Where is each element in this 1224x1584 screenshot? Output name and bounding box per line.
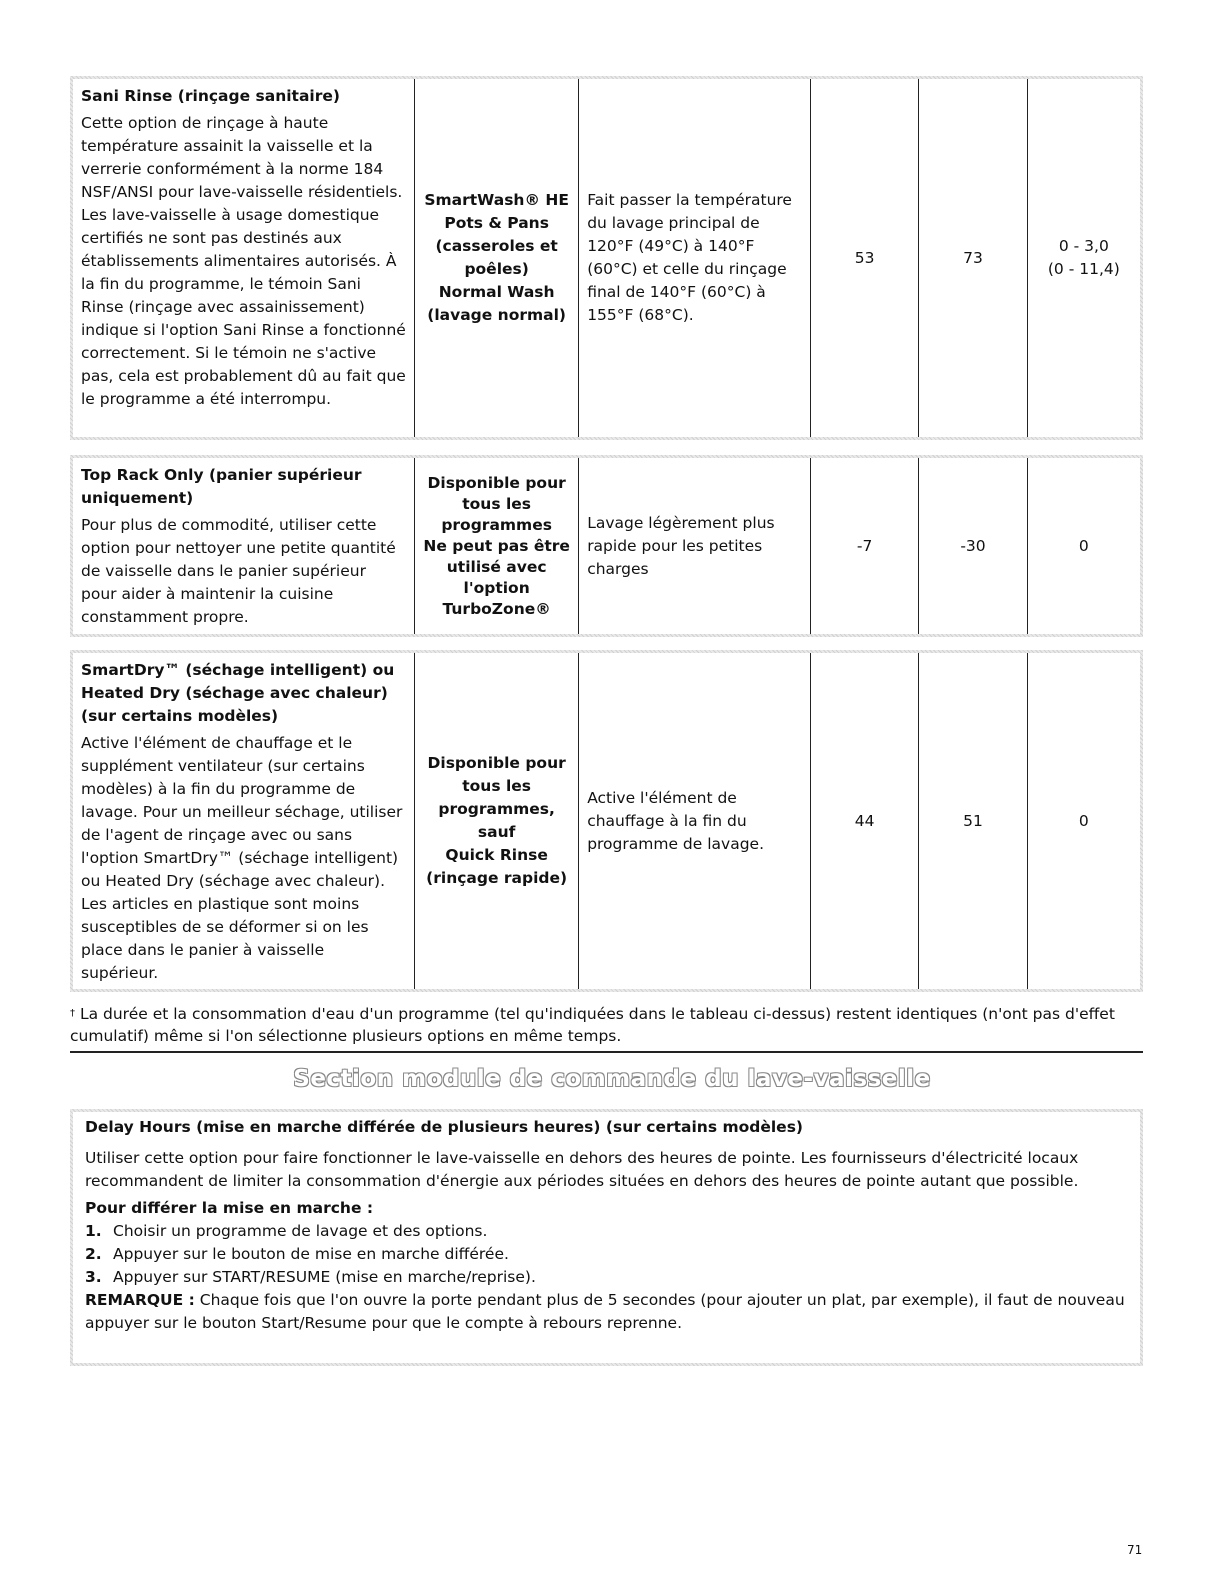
footnote-mark: †	[70, 1008, 75, 1019]
option-time: -7	[856, 536, 873, 555]
page-number: 71	[1127, 1543, 1143, 1557]
cycle-line: tous les	[462, 777, 532, 795]
footnote-text: La durée et la consommation d'eau d'un programme (tel qu'indiquées dans le tableau ci-dessus) restent identiques (n'ont pas d'effet cumulatif) même si l'on sélectionne plusieurs options en même temps.	[70, 1005, 1115, 1045]
section-divider	[70, 1051, 1143, 1053]
option-description-cell	[73, 79, 415, 437]
option-title: Top Rack Only (panier supérieur uniquement)	[81, 466, 362, 507]
option-time2: -30	[960, 536, 986, 555]
option-description: Cette option de rinçage à haute température assainit la vaisselle et la verrerie conformément à la norme 184 NSF/ANSI pour lave-vaisselle résidentiels. Les lave-vaisselle à usage domestique certifiés ne sont pas destinés aux établissements alimentaires autorisés. À la fin du programme, le témoin Sani Rinse (rinçage avec assainissement) indique si l'option Sani Rinse a fonctionné correctement. Si le témoin ne s'active pas, cela est probablement dû au fait que le programme a été interrompu.	[81, 114, 406, 408]
option-time: 53	[854, 248, 875, 267]
cycle-line: poêles)	[464, 260, 529, 278]
option-time-cell	[811, 458, 919, 634]
option-effect: Fait passer la température du lavage principal de 120°F (49°C) à 140°F (60°C) et celle du rinçage final de 140°F (60°C) à 155°F (68°C).	[587, 191, 792, 324]
option-time-cell	[811, 653, 919, 989]
cycle-line: TurboZone®	[442, 599, 551, 618]
option-time2: 73	[963, 248, 983, 267]
step-item	[85, 1243, 1128, 1266]
option-time: 44	[854, 811, 875, 830]
option-water: 0	[1078, 536, 1089, 555]
option-time2-cell	[919, 79, 1027, 437]
step-item	[85, 1220, 1128, 1243]
cycle-line: (lavage normal)	[427, 306, 567, 324]
option-row-smartdry	[70, 650, 1143, 992]
option-effect: Active l'élément de chauffage à la fin du programme de lavage.	[587, 788, 764, 853]
option-cycles-cell	[415, 653, 579, 989]
delay-hours-title: Delay Hours (mise en marche différée de plusieurs heures) (sur certains modèles)	[85, 1118, 804, 1136]
cycle-line: l'option	[463, 578, 530, 597]
cycle-line: Disponible pour	[427, 754, 566, 772]
note-label: REMARQUE :	[85, 1291, 195, 1309]
option-water: (0 - 11,4)	[1047, 260, 1120, 278]
delay-hours-note	[85, 1289, 1128, 1335]
option-effect-cell	[579, 458, 811, 634]
option-title: Sani Rinse (rinçage sanitaire)	[81, 87, 340, 105]
option-water: 0 - 3,0	[1058, 237, 1109, 255]
option-effect-cell	[579, 79, 811, 437]
cycle-line: tous les	[462, 494, 532, 513]
step-text: Choisir un programme de lavage et des options.	[113, 1222, 488, 1240]
option-time2-cell	[919, 653, 1027, 989]
section-heading: Section module de commande du lave-vaisselle	[293, 1066, 931, 1092]
option-row-top-rack-only	[70, 455, 1143, 637]
step-item	[85, 1266, 1128, 1289]
option-effect: Lavage légèrement plus rapide pour les petites charges	[587, 513, 775, 578]
delay-hours-box	[70, 1109, 1143, 1366]
cycle-line: (rinçage rapide)	[426, 869, 568, 887]
option-title: SmartDry™ (séchage intelligent) ou Heated Dry (séchage avec chaleur) (sur certains modèles)	[81, 661, 395, 725]
footnote	[70, 1003, 1143, 1047]
step-number: 1.	[85, 1222, 102, 1240]
cycle-line: programmes, sauf	[438, 800, 555, 841]
note-text: Chaque fois que l'on ouvre la porte pendant plus de 5 secondes (pour ajouter un plat, par exemple), il faut de nouveau appuyer sur le bouton Start/Resume pour que le compte à rebours reprenne.	[85, 1291, 1125, 1332]
option-water-cell	[1028, 79, 1140, 437]
cycle-line: programmes	[441, 515, 552, 534]
step-text: Appuyer sur START/RESUME (mise en marche/reprise).	[113, 1268, 536, 1286]
cycle-line: (casseroles et	[435, 237, 558, 255]
step-number: 3.	[85, 1268, 102, 1286]
delay-hours-content	[73, 1112, 1140, 1363]
cycle-line: SmartWash® HE	[424, 191, 569, 209]
option-cycles-cell	[415, 79, 579, 437]
option-effect-cell	[579, 653, 811, 989]
cycle-line: Ne peut pas être	[423, 536, 570, 555]
option-time2-cell	[919, 458, 1027, 634]
option-cycles-cell	[415, 458, 579, 634]
cycle-line: utilisé avec	[446, 557, 547, 576]
step-number: 2.	[85, 1245, 102, 1263]
option-description: Active l'élément de chauffage et le supplément ventilateur (sur certains modèles) à la fin du programme de lavage. Pour un meilleur séchage, utiliser de l'agent de rinçage avec ou sans l'option SmartDry™ (séchage intelligent) ou Heated Dry (séchage avec chaleur). Les articles en plastique sont moins susceptibles de se déformer si on les place dans le panier à vaisselle supérieur.	[81, 734, 403, 982]
option-description-cell	[73, 653, 415, 989]
option-water-cell	[1028, 458, 1140, 634]
cycle-line: Disponible pour	[427, 473, 566, 492]
option-description-cell	[73, 458, 415, 634]
cycle-line: Pots & Pans	[444, 214, 549, 232]
option-time-cell	[811, 79, 919, 437]
option-row-sani-rinse	[70, 76, 1143, 440]
step-text: Appuyer sur le bouton de mise en marche différée.	[113, 1245, 509, 1263]
delay-hours-intro: Utiliser cette option pour faire fonctionner le lave-vaisselle en dehors des heures de pointe. Les fournisseurs d'électricité locaux recommandent de limiter la consommation d'énergie aux périodes situées en dehors des heures de pointe autant que possible.	[85, 1149, 1079, 1190]
delay-hours-subtitle: Pour différer la mise en marche :	[85, 1199, 374, 1217]
option-water-cell	[1028, 653, 1140, 989]
option-description: Pour plus de commodité, utiliser cette option pour nettoyer une petite quantité de vaisselle dans le panier supérieur pour aider à maintenir la cuisine constamment propre.	[81, 516, 396, 626]
cycle-line: Quick Rinse	[445, 846, 548, 864]
cycle-line: Normal Wash	[438, 283, 555, 301]
option-water: 0	[1078, 811, 1089, 830]
option-time2: 51	[963, 811, 983, 830]
